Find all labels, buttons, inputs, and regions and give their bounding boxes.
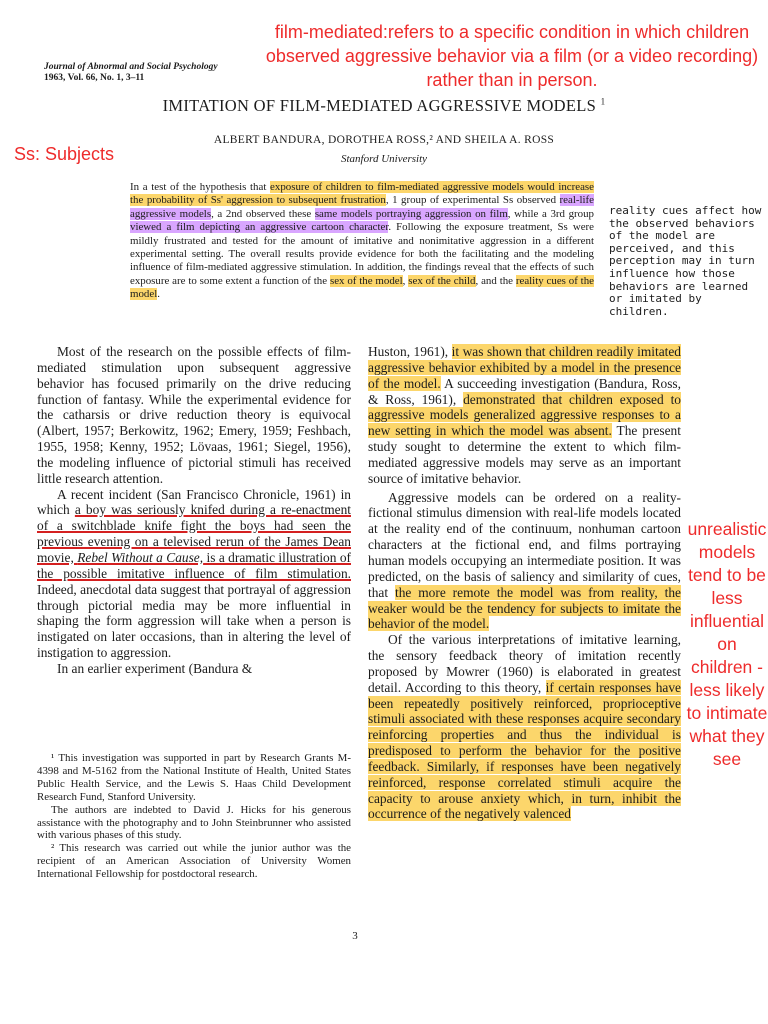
title-footnote-marker: 1: [600, 96, 606, 107]
abstract-highlight-reality-cues: reality cues of the model: [130, 274, 594, 301]
highlighted-text: the more remote the model was from reality, the weaker would be the tendency for subjects to imitate the behavior of the model.: [368, 584, 681, 632]
authors: ALBERT BANDURA, DOROTHEA ROSS,² AND SHEILA A. ROSS: [213, 134, 555, 146]
paragraph: [37, 487, 351, 661]
paper-title: [0, 96, 768, 116]
highlighted-text: it was shown that children readily imitated aggressive behavior exhibited by a model in the presence of the model.: [368, 344, 681, 391]
left-column: [37, 344, 351, 677]
paragraph: [368, 632, 681, 822]
right-column: [368, 344, 681, 822]
footnote: ² This research was carried out while the junior author was the recipient of an American Association of University Women International Fellowship for postdoctoral research.: [37, 842, 351, 881]
right-annotation-note: unrealistic models tend to be less influential on children - less likely to intimate what they see: [686, 519, 768, 769]
abstract-highlight-real-life: real-life aggressive models: [130, 194, 594, 220]
page-number: 3: [352, 930, 358, 942]
footnote: ¹ This investigation was supported in part by Research Grants M-4398 and M-5162 from the National Institute of Health, United States Public Health Service, and the Lewis S. Haas Child Development Research Fund, Stanford University.: [37, 752, 351, 803]
abstract-text: ,: [402, 274, 409, 287]
journal-citation: [44, 62, 218, 84]
underlined-text: is a dramatic illustration of the possible imitative influence of film stimulation.: [37, 549, 351, 581]
highlighted-text: demonstrated that children exposed to aggressive models generalized aggressive responses to a new setting in which the model was absent.: [368, 391, 681, 439]
abstract-text: .: [157, 288, 160, 301]
abstract-text: In a test of the hypothesis that: [130, 181, 271, 193]
abstract-text: , and the: [475, 274, 516, 287]
paragraph: In an earlier experiment (Bandura &: [57, 660, 253, 676]
journal-name: Journal of Abnormal and Social Psychology: [44, 62, 218, 72]
paragraph-text: A recent incident (San Francisco Chronicle, 1961) in which: [37, 486, 351, 518]
abstract-text: , while a 3rd group: [507, 207, 594, 220]
abstract-text: , 1 group of experimental Ss observed: [385, 194, 560, 207]
paragraph: [368, 344, 681, 487]
journal-issue: 1963, Vol. 66, No. 1, 3–11: [44, 73, 145, 83]
abstract-highlight-hypothesis: exposure of children to film-mediated aggressive models would increase the probability of Ss' aggression to subsequent frustration: [130, 181, 594, 207]
paragraph-text: Huston, 1961),: [368, 344, 452, 359]
margin-annotation-note: reality cues affect how the observed behaviors of the model are perceived, and this perception may in turn influence how those behaviors are learned or imitated by children.: [609, 204, 762, 318]
paragraph-text: Indeed, anecdotal data suggest that portrayal of aggression through pictorial media may be more influential in shaping the form aggression will take when a person is instigated on later occasions, than in altering the level of instigation to aggression.: [37, 581, 351, 661]
paragraph-text: A succeeding investigation (Bandura, Ross, & Ross, 1961),: [368, 375, 681, 407]
underlined-text: a boy was seriously knifed during a re-enactment of a switchblade knife fight the boys had seen the previous evening on a televised rerun of the James Dean movie,: [37, 502, 351, 565]
highlighted-text: if certain responses have been repeatedly positively reinforced, proprioceptive stimuli associated with these responses acquire secondary reinforcing properties and thus the individual is predisposed to perform the behavior for the positive feedback. Similarly, if responses have been negatively reinforced, response correlated stimuli acquire the capacity to arouse anxiety which, in turn, inhibit the occurrence of the negatively valenced: [368, 679, 681, 822]
abstract-highlight-sex-model: sex of the model: [329, 274, 403, 287]
paragraph-text: Aggressive models can be ordered on a reality-fictional stimulus dimension with real-life models located at the reality end of the continuum, nonhuman cartoon characters at the fictional end, and films portraying human models occupying an intermediate position. It was predicted, on the basis of saliency and similarity of cues, that: [368, 489, 681, 600]
affiliation: Stanford University: [340, 153, 428, 165]
abstract: [130, 181, 594, 302]
footnote: The authors are indebted to David J. Hicks for his generous assistance with the photography and to John Steinbrunner who assisted with various phases of this study.: [37, 803, 351, 842]
top-annotation-note: film-mediated:refers to a specific condition in which children observed aggressive behavior via a film (or a video recording) rather than in person.: [265, 22, 759, 90]
abstract-highlight-sex-child: sex of the child: [408, 274, 476, 287]
abstract-text: , a 2nd observed these: [211, 207, 315, 220]
paragraph-text: Of the various interpretations of imitative learning, the sensory feedback theory of imitation recently proposed by Mowrer (1960) is elaborated in greatest detail. According to this theory,: [368, 632, 681, 695]
abstract-highlight-cartoon: viewed a film depicting an aggressive cartoon character: [130, 221, 389, 234]
movie-title: Rebel Without a Cause,: [77, 549, 204, 565]
abstract-text: . Following the exposure treatment, Ss were mildly frustrated and tested for the amount of imitative and nonimitative aggression in a different experimental setting. The overall results provide evidence for both the facilitating and the modeling influence of film-mediated aggressive stimulation. In addition, the findings reveal that the effects of such exposure are to some extent a function of the: [130, 221, 594, 287]
paragraph-text: The present study sought to determine the extent to which film-mediated aggressive models may serve as an important source of imitative behavior.: [368, 423, 681, 486]
paragraph: Most of the research on the possible effects of film-mediated stimulation upon subsequent aggressive behavior has focused primarily on the drive reducing function of fantasy. While the experimental evidence for the catharsis or drive reduction theory is equivocal (Albert, 1957; Berkowitz, 1962; Emery, 1959; Feshbach, 1955, 1958; Kenny, 1952; Lövaas, 1961; Siegel, 1956), the modeling influence of pictorial stimuli has received little research attention.: [37, 344, 351, 486]
ss-annotation-note: Ss: Subjects: [14, 144, 115, 164]
paper-title-text: IMITATION OF FILM-MEDIATED AGGRESSIVE MODELS: [162, 96, 597, 115]
footnotes: [37, 752, 351, 881]
paragraph: [368, 490, 681, 633]
abstract-highlight-film: same models portraying aggression on film: [314, 207, 508, 220]
